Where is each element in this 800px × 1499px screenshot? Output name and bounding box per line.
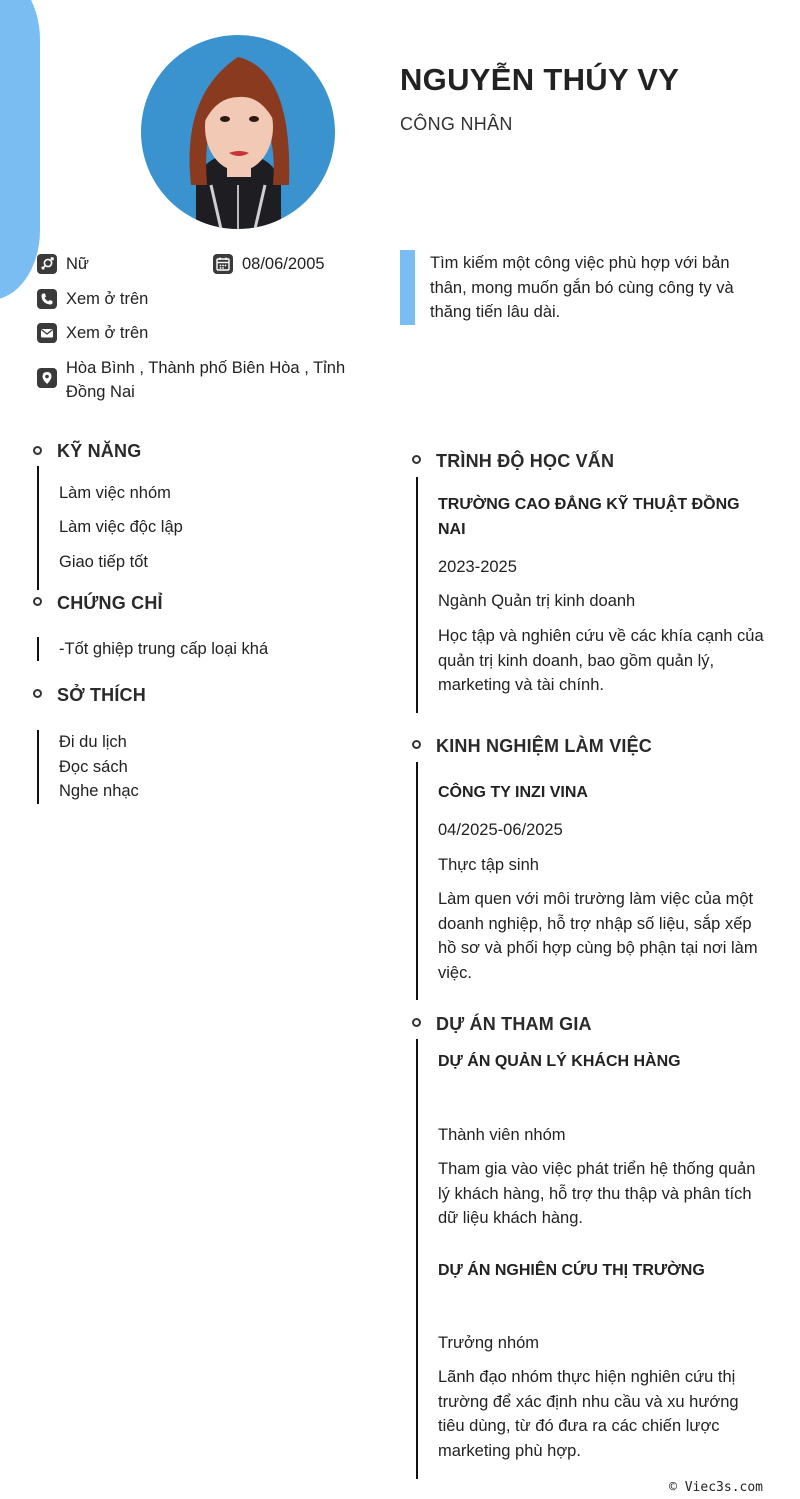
education-major: Ngành Quản trị kinh doanh [438, 592, 636, 610]
hobby-item: Đi du lịch [59, 733, 127, 751]
email-row [37, 321, 148, 345]
email-icon [37, 323, 57, 343]
experience-period: 04/2025-06/2025 [438, 821, 563, 839]
education-timeline-line [416, 477, 418, 713]
experience-timeline-line [416, 762, 418, 1000]
address-value: Hòa Bình , Thành phố Biên Hòa , Tỉnh Đồng Nai [66, 359, 346, 401]
hobby-item: Đọc sách [59, 758, 128, 776]
objective-accent-bar [400, 250, 415, 325]
phone-icon [37, 289, 57, 309]
education-heading: TRÌNH ĐỘ HỌC VẤN [436, 451, 615, 471]
birthdate-value: 08/06/2005 [242, 255, 325, 273]
education-bullet [412, 455, 421, 464]
profile-photo [141, 35, 335, 229]
gender-value: Nữ [66, 255, 89, 273]
hobbies-bullet [33, 689, 42, 698]
job-title: CÔNG NHÂN [400, 114, 513, 134]
skill-item: Làm việc nhóm [59, 484, 171, 502]
hobby-item: Nghe nhạc [59, 782, 139, 800]
education-period: 2023-2025 [438, 558, 517, 576]
project-role: Thành viên nhóm [438, 1126, 566, 1144]
project-name: DỰ ÁN QUẢN LÝ KHÁCH HÀNG [438, 1053, 681, 1070]
project-role: Trưởng nhóm [438, 1334, 540, 1352]
experience-heading: KINH NGHIỆM LÀM VIỆC [436, 736, 653, 756]
decorative-accent-shape [0, 0, 40, 300]
skills-heading: KỸ NĂNG [57, 441, 142, 461]
projects-bullet [412, 1018, 421, 1027]
projects-heading: DỰ ÁN THAM GIA [436, 1014, 592, 1034]
career-objective: Tìm kiếm một công việc phù hợp với bản thân, mong muốn gắn bó cùng công ty và thăng tiến lâu dài. [430, 254, 734, 321]
education-school: TRƯỜNG CAO ĐẲNG KỸ THUẬT ĐỒNG NAI [438, 496, 740, 538]
phone-row [37, 287, 148, 311]
projects-timeline-line [416, 1039, 418, 1479]
skills-bullet [33, 446, 42, 455]
project-description: Tham gia vào việc phát triển hệ thống quản lý khách hàng, hỗ trợ thu thập và phân tích dữ liệu khách hàng. [438, 1160, 756, 1227]
project-description: Lãnh đạo nhóm thực hiện nghiên cứu thị trường để xác định nhu cầu và xu hướng tiêu dùng, từ đó đưa ra các chiến lược marketing phù hợp. [438, 1368, 739, 1460]
certificates-heading: CHỨNG CHỈ [57, 593, 163, 613]
skills-timeline-line [37, 466, 39, 590]
education-description: Học tập và nghiên cứu về các khía cạnh của quản trị kinh doanh, bao gồm quản lý, marketing và tài chính. [438, 627, 764, 694]
experience-description: Làm quen với môi trường làm việc của một doanh nghiệp, hỗ trợ nhập số liệu, sắp xếp hồ sơ và phối hợp cùng bộ phận tại nơi làm việc. [438, 890, 758, 982]
candidate-name: NGUYỄN THÚY VY [400, 62, 680, 97]
phone-value: Xem ở trên [66, 290, 149, 308]
location-pin-icon [37, 368, 57, 388]
certificate-item: -Tốt ghiệp trung cấp loại khá [59, 640, 269, 658]
email-value: Xem ở trên [66, 324, 149, 342]
certificates-timeline-line [37, 637, 39, 661]
address-row [37, 356, 367, 404]
hobbies-heading: SỞ THÍCH [57, 685, 146, 705]
certificates-bullet [33, 597, 42, 606]
experience-position: Thực tập sinh [438, 856, 539, 874]
calendar-icon [213, 254, 233, 274]
experience-company: CÔNG TY INZI VINA [438, 784, 588, 801]
gender-row [37, 252, 89, 276]
hobbies-timeline-line [37, 730, 39, 804]
footer-watermark: © Viec3s.com [669, 1480, 763, 1495]
skill-item: Làm việc độc lập [59, 518, 183, 536]
experience-bullet [412, 740, 421, 749]
birthdate-row [213, 252, 325, 276]
skill-item: Giao tiếp tốt [59, 553, 148, 571]
gender-icon [37, 254, 57, 274]
project-name: DỰ ÁN NGHIÊN CỨU THỊ TRƯỜNG [438, 1262, 705, 1279]
